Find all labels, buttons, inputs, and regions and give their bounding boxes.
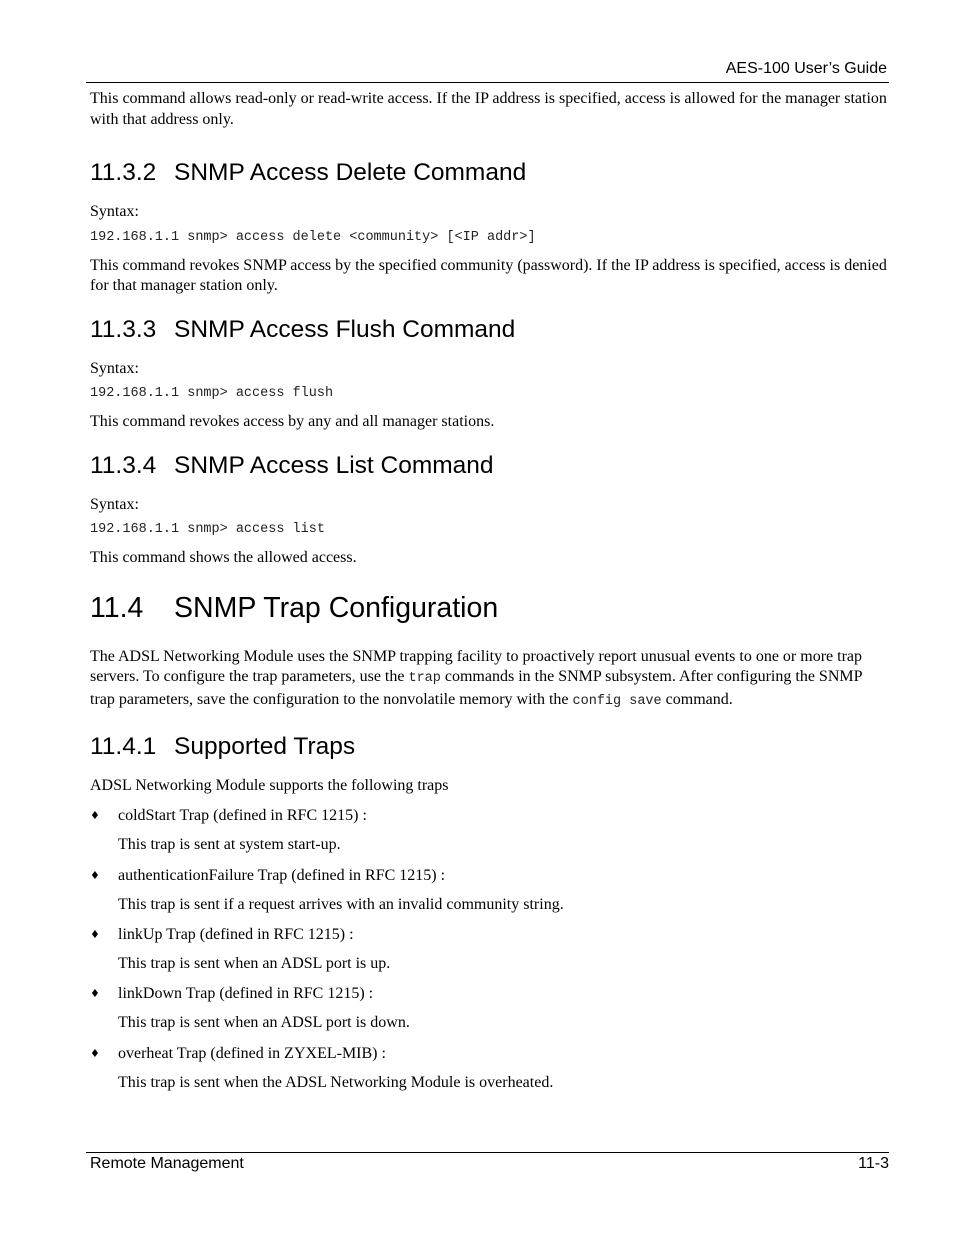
command-syntax: 192.168.1.1 snmp> access list [90, 522, 325, 537]
page-header [86, 60, 889, 83]
trap-description: This trap is sent when an ADSL port is up. [118, 955, 391, 972]
section-access-delete [90, 158, 890, 297]
section-title: SNMP Access Flush Command [174, 315, 516, 343]
page-number: 11-3 [858, 1155, 889, 1172]
section-number: 11.4 [90, 591, 144, 624]
trap-description: This trap is sent when the ADSL Networking Module is overheated. [118, 1074, 554, 1091]
list-item [90, 806, 890, 856]
section-heading [90, 451, 890, 481]
trap-description: This trap is sent when an ADSL port is down. [118, 1014, 410, 1031]
trap-description: This trap is sent at system start-up. [118, 836, 341, 853]
section-title: SNMP Access Delete Command [174, 159, 527, 186]
syntax-label: Syntax: [90, 359, 139, 377]
section-heading [90, 732, 890, 762]
section-heading [90, 158, 890, 188]
list-item [90, 984, 890, 1034]
chapter-name: Remote Management [90, 1155, 244, 1172]
inline-code-config-save: config save [572, 693, 662, 709]
section-number: 11.3.4 [90, 451, 157, 479]
guide-title: AES-100 User’s Guide [725, 60, 887, 77]
section-access-flush [90, 315, 890, 433]
section-heading [90, 315, 890, 345]
paragraph-text: commands in the SNMP subsystem. After configuring the SNMP trap parameters, save the configuration to the nonvolatile memory with the [90, 668, 862, 708]
section-title: SNMP Trap Configuration [174, 591, 499, 624]
section-number: 11.3.3 [90, 315, 157, 343]
command-syntax: 192.168.1.1 snmp> access delete <community> [<IP addr>] [90, 229, 536, 245]
section-description: This command revokes access by any and all manager stations. [90, 413, 495, 430]
diamond-bullet-icon: ♦ [90, 986, 100, 1000]
command-syntax: 192.168.1.1 snmp> access flush [90, 386, 334, 401]
diamond-bullet-icon: ♦ [90, 1046, 100, 1060]
trap-config-paragraph [90, 647, 890, 713]
chapter-section-heading [90, 591, 890, 625]
list-item [90, 1044, 890, 1094]
diamond-bullet-icon: ♦ [90, 927, 100, 941]
section-access-list [90, 451, 890, 569]
section-number: 11.4.1 [90, 733, 157, 760]
page-footer [86, 1152, 889, 1177]
paragraph-text: The ADSL Networking Module uses the SNMP trapping facility to proactively report unusual events to one or more trap servers. To configure the trap parameters, use the [90, 647, 862, 685]
section-trap-configuration [90, 591, 890, 713]
paragraph-text: command. [661, 690, 733, 708]
trap-title: overheat Trap (defined in ZYXEL-MIB) : [118, 1044, 386, 1062]
supported-traps-intro: ADSL Networking Module supports the following traps [90, 777, 449, 794]
trap-title: linkUp Trap (defined in RFC 1215) : [118, 925, 354, 943]
section-number: 11.3.2 [90, 159, 157, 186]
inline-code-trap: trap [408, 671, 441, 686]
trap-description: This trap is sent if a request arrives with an invalid community string. [118, 896, 564, 913]
syntax-label: Syntax: [90, 203, 139, 220]
trap-title: coldStart Trap (defined in RFC 1215) : [118, 806, 367, 824]
section-supported-traps [90, 732, 890, 1094]
list-item [90, 925, 890, 975]
intro-paragraph: This command allows read-only or read-write access. If the IP address is specified, access is allowed for the manager station with that address only. [90, 90, 887, 128]
diamond-bullet-icon: ♦ [90, 808, 100, 822]
section-description: This command revokes SNMP access by the specified community (password). If the IP address is specified, access is denied for that manager station only. [90, 256, 887, 294]
page-content [90, 89, 890, 1094]
syntax-label: Syntax: [90, 495, 139, 513]
list-item [90, 866, 890, 916]
section-title: Supported Traps [174, 733, 356, 760]
section-description: This command shows the allowed access. [90, 549, 357, 566]
section-title: SNMP Access List Command [174, 451, 494, 479]
diamond-bullet-icon: ♦ [90, 868, 100, 882]
trap-title: authenticationFailure Trap (defined in RFC 1215) : [118, 866, 446, 884]
trap-list [90, 806, 890, 1094]
trap-title: linkDown Trap (defined in RFC 1215) : [118, 984, 374, 1002]
